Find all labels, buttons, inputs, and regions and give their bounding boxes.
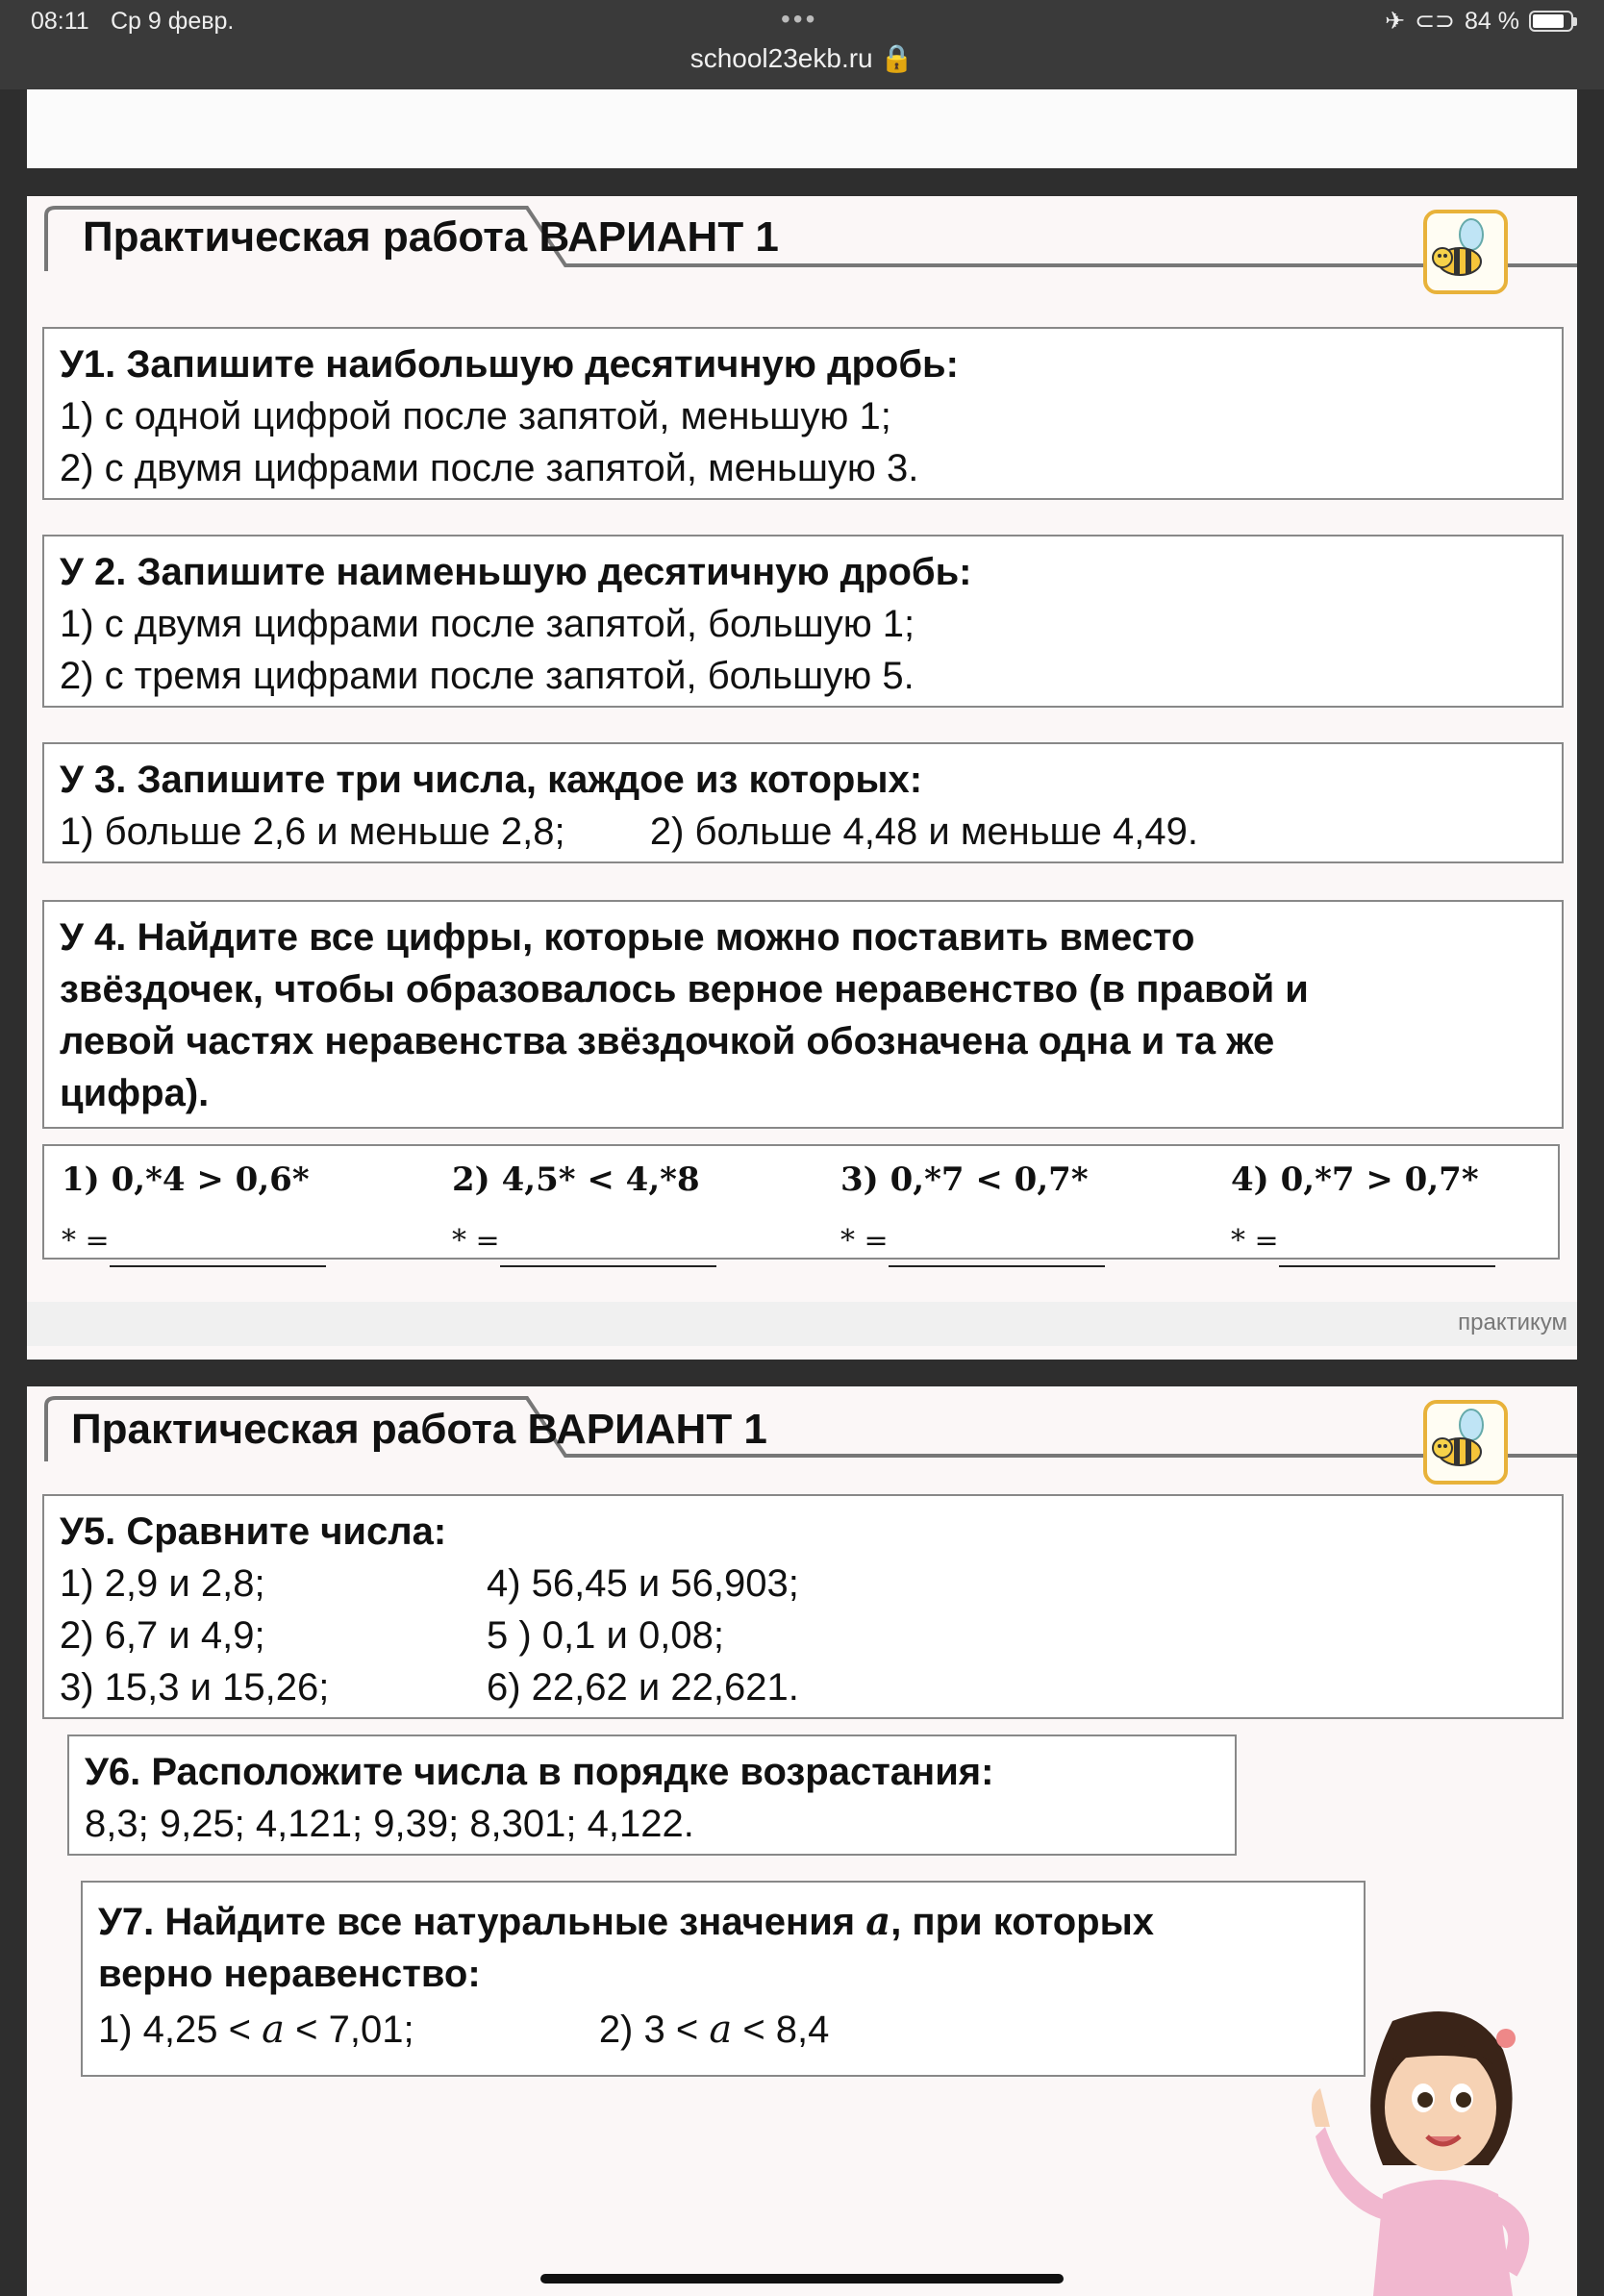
answer-prefix: * =: [452, 1224, 500, 1258]
task-u3-item-2: 2) больше 4,48 и меньше 4,49.: [649, 811, 1198, 853]
bee-logo-icon: [1423, 210, 1508, 294]
task-u5-left-2: 2) 6,7 и 4,9;: [60, 1614, 265, 1657]
task-u3: [42, 742, 1564, 863]
status-bar: [0, 0, 1604, 89]
task-u4: [42, 900, 1564, 1129]
answer-prefix: * =: [1231, 1224, 1279, 1258]
answer-item-4-text: 4) 0,*7 > 0,7*: [1231, 1160, 1479, 1199]
task-u2: [42, 535, 1564, 708]
girl-illustration: [1248, 1983, 1566, 2296]
task-u7-item-2-a: 2) 3 <: [598, 2009, 699, 2051]
footer-label: практикум: [1458, 1310, 1567, 1335]
task-u7-item-2-b: < 8,4: [742, 2009, 830, 2051]
answer-item-4: [1231, 1154, 1495, 1267]
answer-item-1: [62, 1154, 326, 1267]
answer-prefix: * =: [62, 1224, 110, 1258]
task-u7-heading-b: , при которых: [890, 1901, 1154, 1943]
previous-slide-bottom: [27, 89, 1577, 168]
task-u3-item-1: 1) больше 2,6 и меньше 2,8;: [60, 811, 565, 853]
task-u7-item-1-a: 1) 4,25 <: [98, 2009, 252, 2051]
task-u5-right-2: 5 ) 0,1 и 0,08;: [487, 1614, 724, 1657]
task-u3-heading: У 3. Запишите три числа, каждое из которых:: [60, 759, 923, 801]
bee-icon: [1427, 1404, 1504, 1481]
address-bar[interactable]: [0, 42, 1604, 74]
task-u5-right-1: 4) 56,45 и 56,903;: [487, 1562, 799, 1605]
task-u4-line-2: звёздочек, чтобы образовалось верное неравенство (в правой и: [60, 968, 1309, 1011]
task-u7-variable: a: [865, 1899, 891, 1944]
answer-blank-3[interactable]: [889, 1240, 1105, 1267]
task-u6-line: 8,3; 9,25; 4,121; 9,39; 8,301; 4,122.: [85, 1803, 694, 1845]
answer-item-3: [840, 1154, 1105, 1267]
status-time: 08:11: [31, 8, 89, 35]
answer-prefix: * =: [840, 1224, 889, 1258]
task-u2-line-2: 2) с тремя цифрами после запятой, большую 5.: [60, 655, 915, 697]
task-u4-line-4: цифра).: [60, 1072, 210, 1114]
task-u1-line-1: 1) с одной цифрой после запятой, меньшую 1;: [60, 395, 891, 437]
task-u2-line-1: 1) с двумя цифрами после запятой, большую 1;: [60, 603, 915, 645]
task-u4-line-1: У 4. Найдите все цифры, которые можно поставить вместо: [60, 916, 1195, 959]
battery-icon: [1529, 11, 1573, 32]
task-u6-heading: У6. Расположите числа в порядке возрастания:: [85, 1751, 994, 1793]
url-text: school23ekb.ru 🔒: [689, 43, 915, 73]
answer-item-1-text: 1) 0,*4 > 0,6*: [62, 1160, 310, 1199]
task-u5-right-column: [487, 1558, 799, 1713]
task-u5-heading: У5. Сравните числа:: [60, 1510, 447, 1553]
task-u1-line-2: 2) с двумя цифрами после запятой, меньшую 3.: [60, 447, 919, 489]
answer-item-2: [452, 1154, 716, 1267]
task-u7: [81, 1881, 1366, 2077]
bee-logo-icon: [1423, 1400, 1508, 1485]
task-u4-line-3: левой частях неравенства звёздочкой обозначена одна и та же: [60, 1020, 1275, 1062]
slide-2: [27, 1386, 1577, 2296]
battery-percent: 84 %: [1465, 7, 1519, 35]
slide-title: Практическая работа ВАРИАНТ 1: [71, 1406, 767, 1453]
slide-title: Практическая работа ВАРИАНТ 1: [83, 213, 779, 261]
task-u2-heading: У 2. Запишите наименьшую десятичную дробь:: [60, 551, 972, 593]
task-u5-left-3: 3) 15,3 и 15,26;: [60, 1666, 330, 1709]
task-u4-answers: [42, 1144, 1560, 1260]
battery-level-fill: [1533, 14, 1564, 28]
task-u3-items: [60, 806, 1546, 858]
answer-blank-1[interactable]: [110, 1240, 326, 1267]
task-u7-heading-line-2: верно неравенство:: [98, 1953, 481, 1995]
task-u1-heading: У1. Запишите наибольшую десятичную дробь:: [60, 343, 959, 386]
task-u7-heading-a: У7. Найдите все натуральные значения: [98, 1901, 856, 1943]
slide-footer: [27, 1302, 1577, 1346]
link-icon: ⊂⊃: [1415, 8, 1456, 35]
status-indicators: [1385, 7, 1577, 36]
battery-tip: [1573, 17, 1577, 26]
task-u5: [42, 1494, 1564, 1719]
answer-item-2-text: 2) 4,5* < 4,*8: [452, 1160, 700, 1199]
home-indicator[interactable]: [540, 2274, 1064, 2284]
answer-blank-2[interactable]: [500, 1240, 716, 1267]
task-u1: [42, 327, 1564, 500]
task-u6: [67, 1734, 1237, 1856]
task-u7-items: [98, 2004, 1348, 2056]
slide-1: [27, 196, 1577, 1360]
multitask-dots-icon[interactable]: •••: [781, 4, 818, 34]
airplane-icon: ✈: [1385, 8, 1406, 35]
answer-item-3-text: 3) 0,*7 < 0,7*: [840, 1160, 1089, 1199]
task-u5-left-1: 1) 2,9 и 2,8;: [60, 1562, 265, 1605]
task-u7-item-1-var: a: [262, 2008, 285, 2052]
task-u7-item-1-b: < 7,01;: [295, 2009, 414, 2051]
bee-icon: [1427, 213, 1504, 290]
task-u5-right-3: 6) 22,62 и 22,621.: [487, 1666, 799, 1709]
status-date: Ср 9 февр.: [111, 8, 235, 35]
task-u7-item-2-var: a: [709, 2008, 733, 2052]
answer-blank-4[interactable]: [1279, 1240, 1495, 1267]
task-u7-heading-line-1: [98, 1896, 1348, 1948]
